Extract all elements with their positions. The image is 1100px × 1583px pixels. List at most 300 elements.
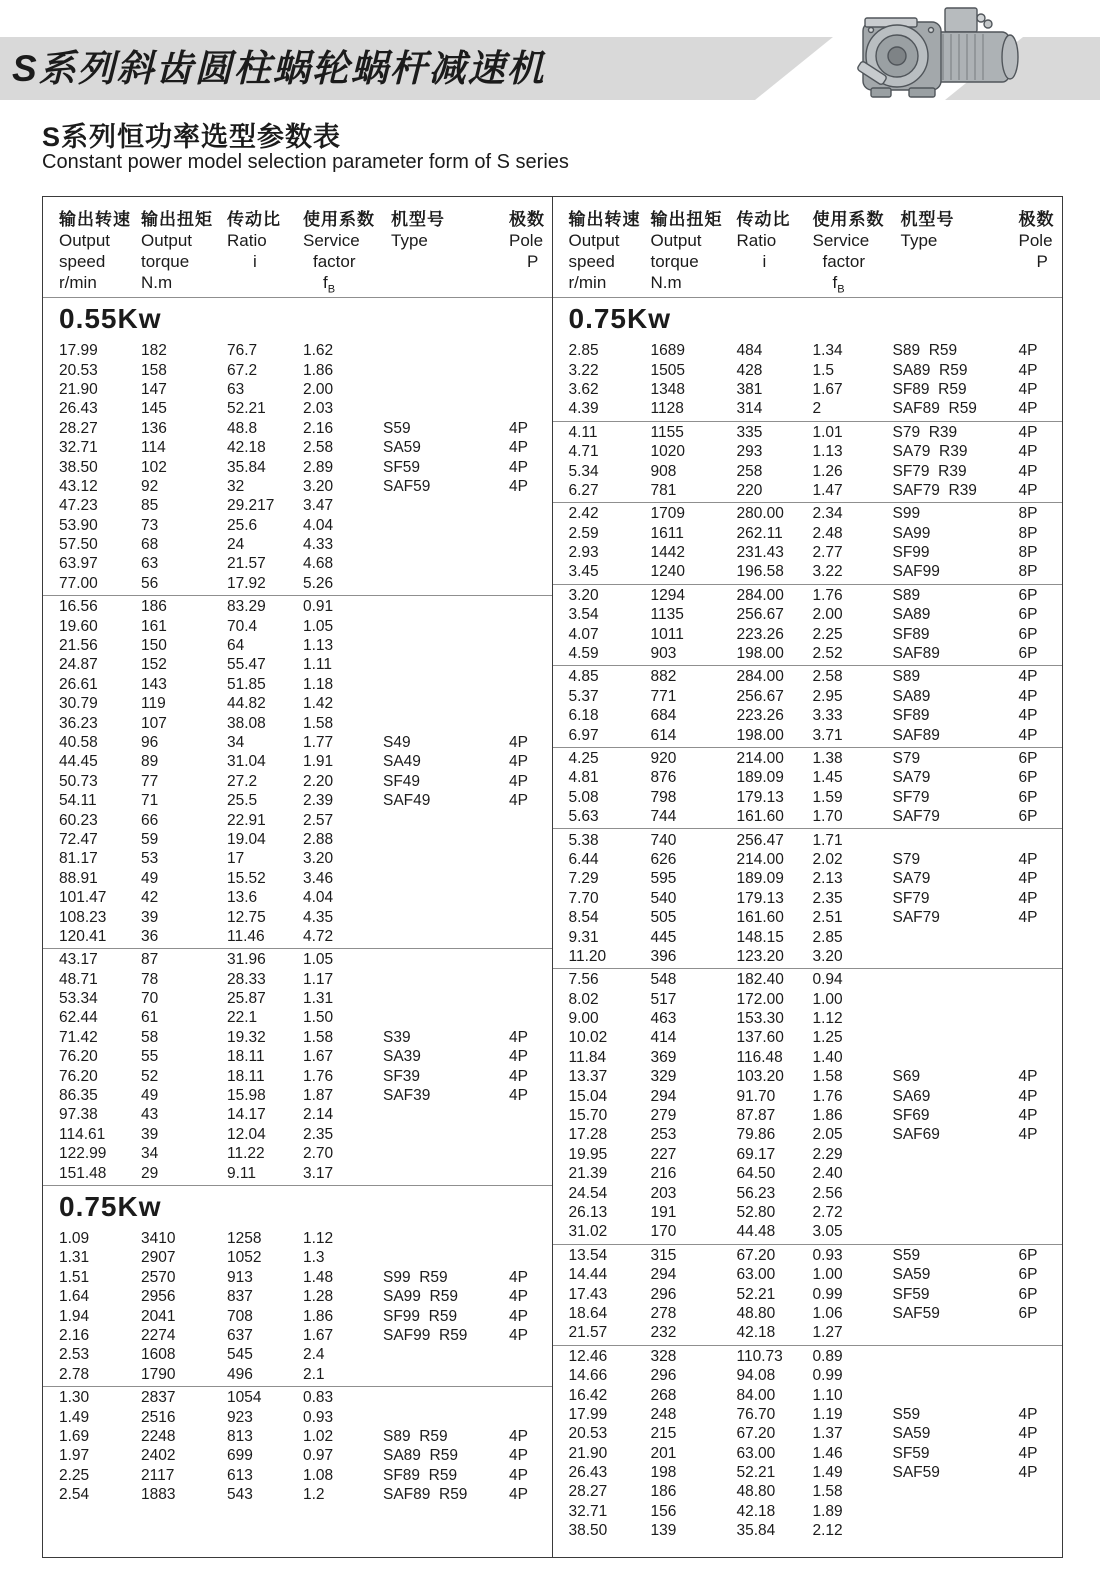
cell-torque: 253 [650, 1126, 677, 1144]
cell-type: SA59 [383, 439, 421, 457]
cell-pole: 6P [1018, 769, 1038, 787]
table-row [43, 535, 552, 554]
cell-ratio: 94.08 [736, 1367, 776, 1385]
cell-speed: 5.08 [568, 788, 599, 806]
cell-ratio: 256.67 [736, 606, 784, 624]
cell-service-factor: 1.46 [812, 1444, 843, 1462]
cell-speed: 2.93 [568, 544, 599, 562]
cell-service-factor: 2.48 [812, 524, 843, 542]
cell-service-factor: 1.49 [812, 1464, 843, 1482]
cell-type: SAF89 [892, 645, 940, 663]
cell-torque: 36 [141, 927, 159, 945]
cell-pole: 8P [1018, 544, 1038, 562]
table-row [553, 360, 1063, 379]
cell-torque: 296 [650, 1367, 677, 1385]
cell-type: SF99 R59 [383, 1307, 458, 1325]
cell-torque: 191 [650, 1203, 677, 1221]
cell-torque: 2516 [141, 1408, 176, 1426]
cell-service-factor: 2.40 [812, 1165, 843, 1183]
cell-type: SAF89 R59 [892, 400, 977, 418]
cell-speed: 40.58 [59, 734, 98, 751]
cell-ratio: 34 [227, 734, 245, 751]
cell-torque: 248 [650, 1405, 677, 1423]
cell-service-factor: 1.27 [812, 1324, 843, 1342]
cell-service-factor: 2.56 [812, 1184, 843, 1202]
cell-service-factor: 3.05 [812, 1223, 843, 1241]
cell-ratio: 70.4 [227, 617, 258, 635]
cell-torque: 77 [141, 772, 159, 790]
cell-service-factor: 1.45 [812, 769, 843, 787]
table-row [553, 725, 1063, 744]
cell-service-factor: 1.5 [812, 361, 835, 379]
cell-service-factor: 4.35 [303, 908, 334, 926]
cell-service-factor: 2.35 [303, 1125, 334, 1143]
cell-speed: 76.20 [59, 1048, 98, 1066]
cell-speed: 16.42 [568, 1386, 608, 1404]
header-line: 输出转速 [59, 210, 131, 229]
table-row [553, 1067, 1063, 1086]
cell-type: S89 R59 [892, 342, 958, 360]
table-row [43, 1388, 552, 1407]
table-row [553, 749, 1063, 768]
cell-ratio: 110.73 [736, 1347, 783, 1365]
cell-service-factor: 4.04 [303, 516, 334, 534]
cell-service-factor: 1.05 [303, 617, 334, 635]
cell-ratio: 179.13 [736, 889, 784, 907]
cell-speed: 4.07 [568, 625, 599, 643]
header-line: speed [59, 252, 106, 271]
cell-ratio: 1054 [227, 1389, 262, 1407]
cell-torque: 59 [141, 830, 159, 848]
cell-ratio: 29.217 [227, 497, 275, 515]
cell-ratio: 381 [736, 380, 763, 398]
cell-ratio: 545 [227, 1346, 253, 1364]
table-row [43, 950, 552, 969]
cell-speed: 13.54 [568, 1246, 608, 1264]
cell-speed: 36.23 [59, 714, 98, 732]
cell-speed: 2.54 [59, 1486, 90, 1504]
cell-torque: 89 [141, 753, 159, 771]
cell-torque: 445 [650, 928, 677, 946]
table-row [43, 1066, 552, 1085]
cell-speed: 1.69 [59, 1427, 90, 1445]
cell-torque: 1442 [650, 544, 685, 562]
cell-speed: 1.51 [59, 1268, 90, 1286]
cell-torque: 2274 [141, 1326, 176, 1344]
cell-speed: 43.17 [59, 951, 98, 969]
cell-service-factor: 1.76 [812, 1087, 843, 1105]
cell-torque: 920 [650, 750, 677, 767]
cell-type: SAF89 [892, 726, 940, 744]
cell-pole: 4P [1018, 481, 1038, 499]
cell-torque: 216 [650, 1165, 677, 1183]
table-row [43, 360, 552, 379]
table-row [553, 586, 1063, 605]
header-col-pole [1019, 209, 1063, 300]
cell-ratio: 103.20 [736, 1068, 784, 1086]
table-row [553, 788, 1063, 807]
cell-ratio: 44.82 [227, 695, 266, 713]
cell-pole: 4P [509, 1288, 528, 1306]
cell-ratio: 11.22 [227, 1145, 265, 1163]
cell-service-factor: 1.76 [303, 1067, 334, 1085]
cell-torque: 1608 [141, 1346, 176, 1364]
cell-torque: 215 [650, 1425, 677, 1443]
header-col-service-factor [303, 209, 383, 300]
row-block [553, 502, 1063, 584]
cell-ratio: 293 [736, 443, 763, 461]
header-col-torque [651, 209, 737, 300]
table-row [553, 1125, 1063, 1144]
cell-ratio: 172.00 [736, 990, 784, 1008]
header-line: 输出扭矩 [650, 210, 723, 229]
table-row [43, 597, 552, 616]
cell-service-factor: 1.11 [303, 656, 333, 674]
table-row [43, 438, 552, 457]
cell-service-factor: 3.20 [812, 947, 843, 965]
banner-title: S系列斜齿圆柱蜗轮蜗杆减速机 [12, 48, 546, 89]
cell-service-factor: 1.58 [812, 1483, 843, 1501]
cell-pole: 4P [509, 439, 528, 457]
header-line: Type [900, 231, 938, 250]
cell-service-factor: 0.83 [303, 1389, 334, 1407]
cell-speed: 3.20 [568, 586, 599, 604]
cell-ratio: 198.00 [736, 645, 784, 663]
cell-service-factor: 1.58 [303, 1028, 334, 1046]
cell-speed: 14.44 [568, 1266, 608, 1284]
table-row [553, 1265, 1063, 1284]
cell-speed: 47.23 [59, 497, 98, 515]
cell-speed: 21.90 [568, 1444, 608, 1462]
cell-torque: 328 [650, 1347, 677, 1365]
cell-ratio: 11.46 [227, 927, 265, 945]
cell-speed: 50.73 [59, 772, 98, 790]
cell-torque: 1709 [650, 505, 685, 523]
cell-type: S89 [892, 586, 921, 604]
header-unit: i [253, 252, 257, 271]
cell-torque: 882 [650, 668, 677, 686]
cell-speed: 26.13 [568, 1203, 608, 1221]
cell-ratio: 48.80 [736, 1483, 776, 1501]
cell-ratio: 923 [227, 1408, 253, 1426]
cell-torque: 278 [650, 1304, 677, 1322]
cell-service-factor: 2.51 [812, 909, 843, 927]
cell-type: SA49 [383, 753, 421, 771]
cell-ratio: 837 [227, 1288, 253, 1306]
cell-pole: 4P [509, 1307, 528, 1325]
cell-torque: 49 [141, 1087, 159, 1105]
cell-torque: 186 [141, 598, 167, 616]
table-row [553, 1028, 1063, 1047]
cell-torque: 1294 [650, 586, 685, 604]
cell-torque: 68 [141, 536, 159, 554]
table-row [553, 1222, 1063, 1241]
cell-ratio: 64 [227, 637, 245, 655]
cell-speed: 2.78 [59, 1365, 90, 1383]
cell-torque: 505 [650, 909, 677, 927]
cell-speed: 2.85 [568, 342, 599, 360]
cell-service-factor: 2.16 [303, 419, 334, 437]
cell-service-factor: 1.91 [303, 753, 334, 771]
cell-speed: 71.42 [59, 1028, 98, 1046]
cell-ratio: 42.18 [736, 1502, 776, 1520]
table-row [43, 675, 552, 694]
cell-speed: 9.31 [568, 928, 599, 946]
cell-service-factor: 1.67 [812, 380, 843, 398]
cell-service-factor: 1.34 [812, 342, 843, 360]
cell-speed: 5.37 [568, 687, 599, 705]
table-row [43, 516, 552, 535]
cell-ratio: 67.2 [227, 361, 258, 379]
cell-ratio: 52.21 [736, 1285, 776, 1303]
table-row [43, 1144, 552, 1163]
cell-speed: 9.00 [568, 1010, 599, 1028]
table-row [43, 457, 552, 476]
table-row [553, 706, 1063, 725]
cell-service-factor: 2.58 [812, 668, 843, 686]
row-block [553, 828, 1063, 968]
header-line: 使用系数 [812, 210, 885, 229]
cell-service-factor: 2.14 [303, 1106, 334, 1124]
table-right-half [553, 197, 1063, 1557]
cell-speed: 3.54 [568, 606, 599, 624]
table-row [553, 807, 1063, 826]
cell-service-factor: 2.89 [303, 458, 334, 476]
cell-service-factor: 1.89 [812, 1502, 843, 1520]
cell-speed: 7.29 [568, 870, 599, 888]
cell-type: SF79 [892, 788, 930, 806]
cell-ratio: 314 [736, 400, 763, 418]
table-row [553, 442, 1063, 461]
table-row [553, 869, 1063, 888]
table-row [553, 927, 1063, 946]
cell-service-factor: 1.87 [303, 1087, 334, 1105]
cell-speed: 24.54 [568, 1184, 608, 1202]
cell-torque: 29 [141, 1164, 159, 1182]
cell-pole: 6P [1018, 808, 1038, 826]
cell-torque: 1128 [650, 400, 684, 418]
cell-type: SF59 [383, 458, 421, 476]
cell-ratio: 708 [227, 1307, 253, 1325]
cell-pole: 4P [1018, 400, 1038, 418]
table-row [553, 947, 1063, 966]
cell-ratio: 76.70 [736, 1405, 776, 1423]
cell-service-factor: 1.38 [812, 750, 843, 767]
cell-speed: 57.50 [59, 536, 98, 554]
cell-torque: 1505 [650, 361, 685, 379]
cell-pole: 6P [1018, 625, 1038, 643]
cell-torque: 744 [650, 808, 677, 826]
cell-torque: 170 [650, 1223, 677, 1241]
cell-torque: 85 [141, 497, 159, 515]
cell-ratio: 1052 [227, 1249, 262, 1267]
header-unit: P [527, 252, 539, 271]
table-row [553, 399, 1063, 418]
cell-speed: 2.59 [568, 524, 599, 542]
page-title: S系列恒功率选型参数表 [42, 122, 342, 152]
cell-torque: 2907 [141, 1249, 176, 1267]
cell-pole: 6P [1018, 1285, 1038, 1303]
cell-pole: 6P [1018, 1246, 1038, 1264]
table-row [553, 1246, 1063, 1265]
cell-type: S89 R59 [383, 1427, 448, 1445]
row-block [553, 1244, 1063, 1345]
cell-torque: 96 [141, 734, 159, 751]
cell-service-factor: 4.68 [303, 555, 334, 573]
cell-ratio: 12.04 [227, 1125, 266, 1143]
table-row [43, 1047, 552, 1066]
cell-ratio: 52.80 [736, 1203, 776, 1221]
cell-torque: 517 [650, 990, 677, 1008]
cell-ratio: 84.00 [736, 1386, 776, 1404]
cell-pole: 4P [1018, 443, 1038, 461]
cell-service-factor: 1.18 [303, 675, 334, 693]
cell-torque: 740 [650, 831, 677, 849]
cell-ratio: 484 [736, 342, 763, 360]
cell-service-factor: 1.13 [812, 443, 843, 461]
cell-service-factor: 1.67 [303, 1048, 334, 1066]
cell-torque: 781 [650, 481, 677, 499]
cell-torque: 107 [141, 714, 167, 732]
cell-speed: 15.04 [568, 1087, 608, 1105]
cell-type: SAF99 [892, 563, 940, 581]
cell-service-factor: 2.00 [812, 606, 843, 624]
header-line: Service [303, 231, 360, 250]
cell-torque: 232 [650, 1324, 677, 1342]
cell-torque: 1020 [650, 443, 685, 461]
table-row [553, 624, 1063, 643]
table-row [553, 1366, 1063, 1385]
table-row [553, 1106, 1063, 1125]
cell-service-factor: 2.35 [812, 889, 843, 907]
table-row [43, 477, 552, 496]
cell-ratio: 262.11 [736, 524, 783, 542]
table-row [553, 461, 1063, 480]
cell-speed: 31.02 [568, 1223, 608, 1241]
cell-pole: 4P [1018, 1087, 1038, 1105]
cell-type: SAF59 [892, 1464, 940, 1482]
cell-service-factor: 2.20 [303, 772, 334, 790]
cell-speed: 8.02 [568, 990, 599, 1008]
cell-ratio: 9.11 [227, 1164, 257, 1182]
cell-speed: 21.39 [568, 1165, 608, 1183]
table-row [43, 869, 552, 888]
header-unit: r/min [59, 273, 97, 292]
cell-torque: 294 [650, 1266, 677, 1284]
cell-ratio: 44.48 [736, 1223, 776, 1241]
cell-pole: 4P [509, 1466, 528, 1484]
cell-torque: 1883 [141, 1486, 176, 1504]
cell-torque: 42 [141, 889, 159, 907]
cell-pole: 4P [509, 753, 528, 771]
cell-ratio: 27.2 [227, 772, 258, 790]
cell-service-factor: 2.05 [812, 1126, 843, 1144]
cell-service-factor: 1.13 [303, 637, 334, 655]
cell-speed: 11.20 [568, 947, 607, 965]
cell-service-factor: 0.89 [812, 1347, 843, 1365]
cell-service-factor: 1.58 [812, 1068, 843, 1086]
cell-ratio: 91.70 [736, 1087, 776, 1105]
cell-speed: 17.28 [568, 1126, 608, 1144]
table-row [43, 1248, 552, 1267]
header-line: factor [313, 252, 356, 271]
cell-torque: 39 [141, 908, 159, 926]
table-row [553, 1183, 1063, 1202]
gear-motor-image [835, 2, 1025, 107]
cell-speed: 44.45 [59, 753, 98, 771]
table-row [43, 772, 552, 791]
table-row [43, 1028, 552, 1047]
selection-parameter-table [42, 196, 1063, 1558]
cell-pole: 4P [509, 1067, 528, 1085]
cell-speed: 1.09 [59, 1229, 90, 1247]
cell-ratio: 42.18 [736, 1324, 776, 1342]
cell-torque: 1790 [141, 1365, 176, 1383]
cell-type: SAF79 [892, 808, 940, 826]
cell-torque: 43 [141, 1106, 159, 1124]
cell-type: SA99 R59 [383, 1288, 458, 1306]
cell-speed: 1.49 [59, 1408, 90, 1426]
cell-service-factor: 1.77 [303, 734, 334, 751]
cell-pole: 4P [1018, 870, 1038, 888]
cell-speed: 3.62 [568, 380, 599, 398]
cell-type: SA89 [892, 606, 931, 624]
table-header-left [43, 197, 552, 298]
cell-ratio: 15.52 [227, 869, 266, 887]
table-row [553, 667, 1063, 686]
cell-pole: 6P [1018, 645, 1038, 663]
table-row [553, 543, 1063, 562]
cell-service-factor: 1.86 [812, 1107, 843, 1125]
table-row [43, 752, 552, 771]
cell-torque: 1011 [650, 625, 684, 643]
cell-speed: 5.63 [568, 808, 599, 826]
cell-torque: 2041 [141, 1307, 176, 1325]
cell-ratio: 22.91 [227, 811, 266, 829]
cell-speed: 19.60 [59, 617, 98, 635]
table-row [553, 423, 1063, 442]
cell-pole: 4P [509, 477, 528, 495]
cell-service-factor: 1.86 [303, 361, 334, 379]
cell-ratio: 63.00 [736, 1266, 776, 1284]
cell-speed: 120.41 [59, 927, 107, 945]
cell-ratio: 12.75 [227, 908, 266, 926]
cell-ratio: 179.13 [736, 788, 784, 806]
cell-torque: 315 [650, 1246, 677, 1264]
cell-type: SAF99 R59 [383, 1326, 468, 1344]
cell-torque: 66 [141, 811, 159, 829]
cell-service-factor: 0.94 [812, 971, 843, 989]
header-col-speed [59, 209, 141, 300]
cell-ratio: 637 [227, 1326, 253, 1344]
cell-service-factor: 1.2 [303, 1486, 325, 1504]
cell-type: SF89 R59 [383, 1466, 458, 1484]
cell-speed: 7.56 [568, 971, 599, 989]
cell-service-factor: 1.17 [303, 970, 334, 988]
cell-pole: 4P [1018, 707, 1038, 725]
cell-pole: 4P [1018, 1405, 1038, 1423]
cell-ratio: 123.20 [736, 947, 784, 965]
cell-type: S59 [892, 1246, 921, 1264]
cell-ratio: 182.40 [736, 971, 784, 989]
cell-type: SAF69 [892, 1126, 940, 1144]
cell-service-factor: 4.72 [303, 927, 334, 945]
cell-service-factor: 1.01 [812, 423, 843, 441]
cell-speed: 1.64 [59, 1288, 90, 1306]
cell-service-factor: 1.26 [812, 462, 843, 480]
row-block [553, 747, 1063, 829]
cell-pole: 4P [1018, 1126, 1038, 1144]
